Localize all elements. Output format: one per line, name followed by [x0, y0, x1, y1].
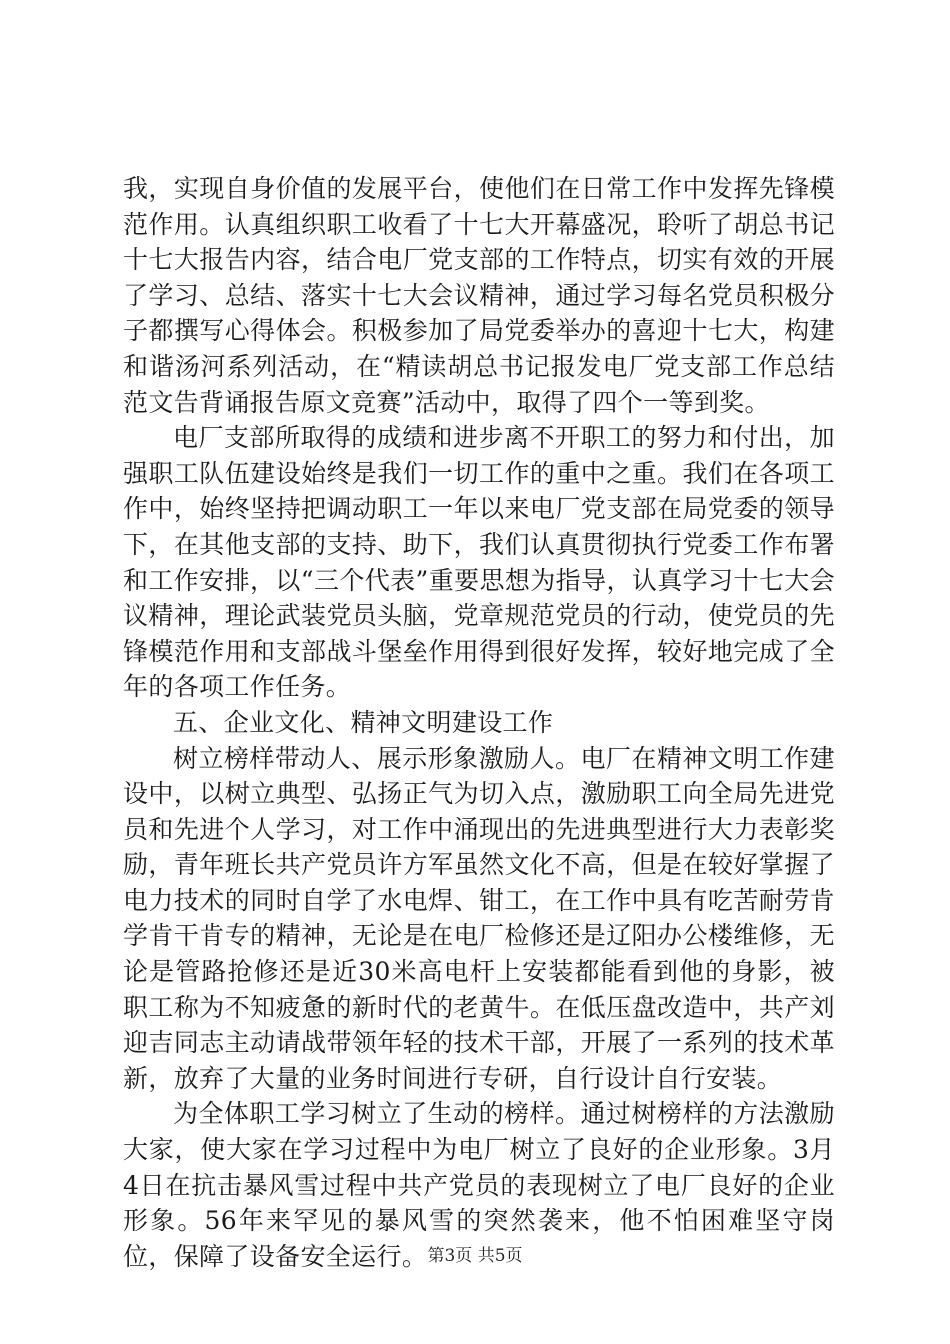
page-footer [0, 1241, 950, 1266]
document-body [123, 171, 835, 1274]
page-number-label: 第3页 共5页 [427, 1246, 523, 1266]
paragraph-3: 树立榜样带动人、展示形象激励人。电厂在精神文明工作建设中，以树立典型、弘扬正气为切入点，激励职工向全局先进党员和先进个人学习，对工作中涌现出的先进典型进行大力表彰奖励，青年班长共产党员许方军虽然文化不高，但是在较好掌握了电力技术的同时自学了水电焊、钳工，在工作中具有吃苦耐劳肯学肯干肯专的精神，无论是在电厂检修还是辽阳办公楼维修，无论是管路抢修还是近30米高电杆上安装都能看到他的身影，被职工称为不知疲惫的新时代的老黄牛。在低压盘改造中，共产刘迎吉同志主动请战带领年轻的技术干部，开展了一系列的技术革新，放弃了大量的业务时间进行专研，自行设计自行安装。 [123, 743, 835, 1093]
section-heading: 五、企业文化、精神文明建设工作 [173, 707, 554, 737]
paragraph-2: 电厂支部所取得的成绩和进步离不开职工的努力和付出，加强职工队伍建设始终是我们一切工作的重中之重。我们在各项工作中，始终坚持把调动职工一年以来电厂党支部在局党委的领导下，在其他支部的支持、助下，我们认真贯彻执行党委工作布署和工作安排，以“三个代表”重要思想为指导，认真学习十七大会议精神，理论武装党员头脑，党章规范党员的行动，使党员的先锋模范作用和支部战斗堡垒作用得到很好发挥，较好地完成了全年的各项工作任务。 [123, 423, 835, 702]
paragraph-1: 我，实现自身价值的发展平台，使他们在日常工作中发挥先锋模范作用。认真组织职工收看了十七大开幕盛况，聆听了胡总书记十七大报告内容，结合电厂党支部的工作特点，切实有效的开展了学习、总结、落实十七大会议精神，通过学习每名党员积极分子都撰写心得体会。积极参加了局党委举办的喜迎十七大，构建和谐汤河系列活动，在“精读胡总书记报发电厂党支部工作总结范文告背诵报告原文竞赛”活动中，取得了四个一等到奖。 [123, 174, 835, 417]
paragraph-4: 为全体职工学习树立了生动的榜样。通过树榜样的方法激励大家，使大家在学习过程中为电厂树立了良好的企业形象。3月4日在抗击暴风雪过程中共产党员的表现树立了电厂良好的企业形象。56年来罕见的暴风雪的突然袭来，他不怕困难坚守岗位，保障了设备安全运行。 [123, 1099, 835, 1271]
